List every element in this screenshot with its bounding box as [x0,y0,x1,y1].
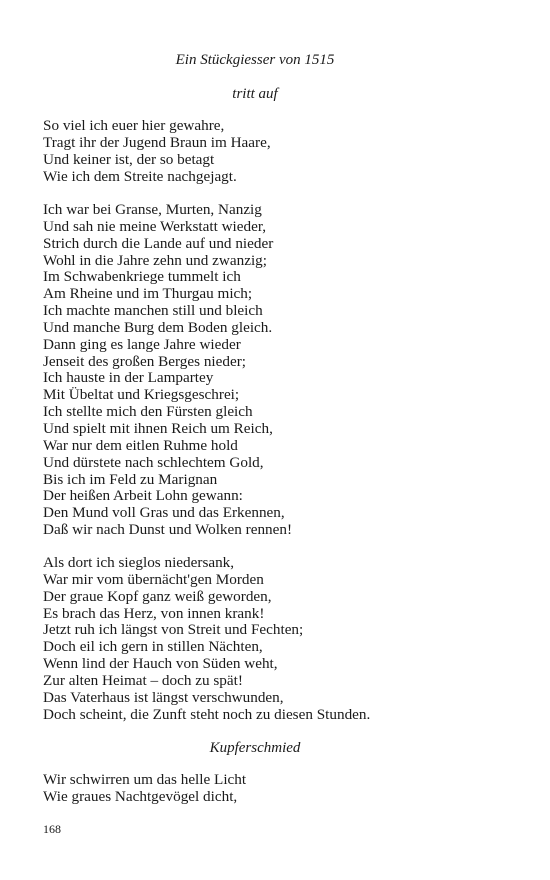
verse-line: Und spielt mit ihnen Reich um Reich, [43,419,273,437]
verse-line: Doch scheint, die Zunft steht noch zu diesen Stunden. [43,705,371,723]
stanza-4 [43,772,483,806]
page-number: 168 [43,822,61,836]
verse-line: Als dort ich sieglos niedersank, [43,554,235,571]
verse-line: Wir schwirren um das helle Licht [43,771,247,788]
verse-line: Strich durch die Lande auf und nieder [43,234,274,252]
verse-line: Der graue Kopf ganz weiß geworden, [43,587,272,605]
verse-line: Wenn lind der Hauch von Süden weht, [43,655,278,673]
verse-line: Wie ich dem Streite nachgejagt. [43,167,237,185]
poem-heading: Ein Stückgiesser von 1515 [175,52,335,68]
verse-line: Wohl in die Jahre zehn und zwanzig; [43,251,267,269]
stanza-2 [43,202,483,539]
verse-line: Bis ich im Feld zu Marignan [43,470,218,488]
verse-line: Den Mund voll Gras und das Erkennen, [43,504,285,522]
verse-line: Ich war bei Granse, Murten, Nanzig [43,201,262,218]
verse-line: Dann ging es lange Jahre wieder [43,335,241,353]
verse-line: Ich hauste in der Lampartey [43,369,214,387]
verse-line: Ich machte manchen still und bleich [43,302,263,320]
verse-line: Tragt ihr der Jugend Braun im Haare, [43,133,271,151]
verse-line: Das Vaterhaus ist längst verschwunden, [43,688,284,706]
verse-line: War mir vom übernächt'gen Morden [43,570,264,588]
verse-line: Ich stellte mich den Fürsten gleich [43,403,253,421]
verse-line: Am Rheine und im Thurgau mich; [43,285,253,303]
verse-line: War nur dem eitlen Ruhme hold [43,436,238,454]
stanza-3 [43,555,483,723]
verse-line: Zur alten Heimat – doch zu spät! [43,671,243,689]
verse-line: Und keiner ist, der so betagt [43,150,215,168]
verse-line: Und sah nie meine Werkstatt wieder, [43,217,267,235]
verse-line: Doch eil ich gern in stillen Nächten, [43,638,263,656]
verse-line: Jetzt ruh ich längst von Streit und Fechten; [43,621,304,639]
verse-line: Im Schwabenkriege tummelt ich [43,268,241,286]
verse-line: Daß wir nach Dunst und Wolken rennen! [43,521,293,539]
verse-line: Jenseit des großen Berges nieder; [43,352,247,370]
verse-line: Und dürstete nach schlechtem Gold, [43,453,264,471]
verse-line: Mit Übeltat und Kriegsgeschrei; [43,386,240,404]
verse-line: Wie graues Nachtgevögel dicht, [43,787,238,805]
verse-line: Es brach das Herz, von innen krank! [43,604,265,622]
verse-line: Der heißen Arbeit Lohn gewann: [43,487,243,505]
verse-line: So viel ich euer hier gewahre, [43,117,225,134]
stanza-1 [43,118,483,185]
verse-line: Und manche Burg dem Boden gleich. [43,318,273,336]
speaker-name: Kupferschmied [209,740,301,756]
stage-direction: tritt auf [232,86,278,102]
